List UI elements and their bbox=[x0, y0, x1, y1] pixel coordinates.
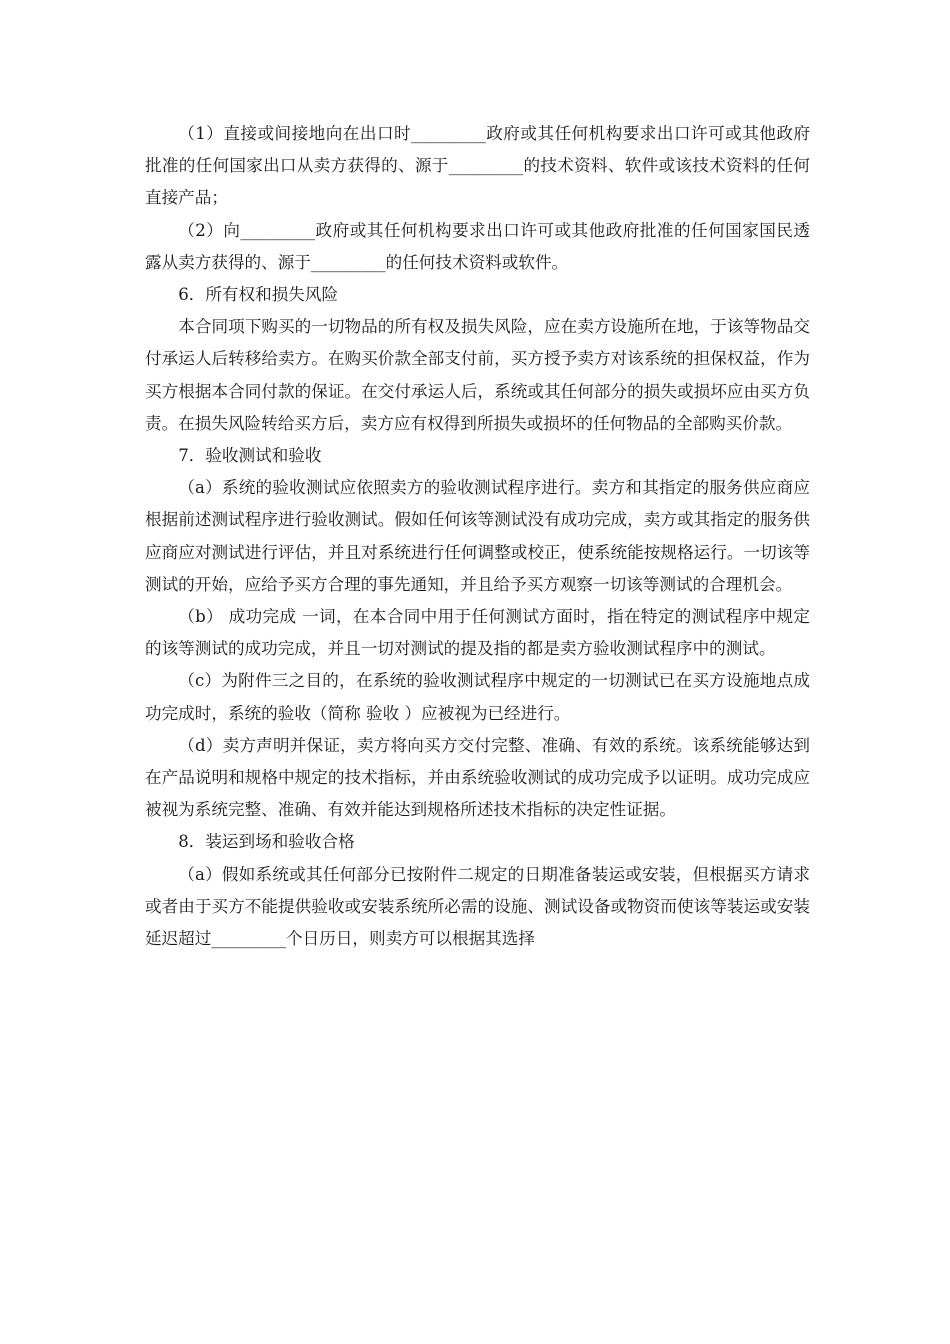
clause-shipment-a: （a）假如系统或其任何部分已按附件二规定的日期准备装运或安装，但根据买方请求或者由于买方不能提供验收或安装系统所必需的设施、测试设备或物资而使该等装运或安装延迟超过_________个日历日，则卖方可以根据其选择 bbox=[145, 864, 810, 949]
clause-export-item-1: （1）直接或间接地向在出口时_________政府或其任何机构要求出口许可或其他政府批准的任何国家出口从卖方获得的、源于_________的技术资料、软件或该技术资料的任何直接产品； bbox=[145, 124, 810, 208]
clause-export-item-2: （2）向_________政府或其任何机构要求出口许可或其他政府批准的任何国家国民透露从卖方获得的、源于_________的任何技术资料或软件。 bbox=[145, 220, 810, 272]
section-heading-6: 6．所有权和损失风险 bbox=[178, 285, 339, 305]
section-heading-7: 7．验收测试和验收 bbox=[178, 446, 322, 466]
clause-acceptance-a: （a）系统的验收测试应依照卖方的验收测试程序进行。卖方和其指定的服务供应商应根据前述测试程序进行验收测试。假如任何该等测试没有成功完成，卖方或其指定的服务供应商应对测试进行评估，并且对系统进行任何调整或校正，使系统能按规格运行。一切该等测试的开始，应给予买方合理的事先通知，并且给予买方观察一切该等测试的合理机会。 bbox=[145, 478, 810, 594]
clause-acceptance-b: （b） 成功完成 一词，在本合同中用于任何测试方面时，指在特定的测试程序中规定的该等测试的成功完成，并且一切对测试的提及指的都是卖方验收测试程序中的测试。 bbox=[145, 607, 810, 659]
clause-ownership-risk: 本合同项下购买的一切物品的所有权及损失风险，应在卖方设施所在地，于该等物品交付承运人后转移给卖方。在购买价款全部支付前，买方授予卖方对该系统的担保权益，作为买方根据本合同付款的保证。在交付承运人后，系统或其任何部分的损失或损坏应由买方负责。在损失风险转给买方后，卖方应有权得到所损失或损坏的任何物品的全部购买价款。 bbox=[145, 317, 810, 433]
clause-acceptance-d: （d）卖方声明并保证，卖方将向买方交付完整、准确、有效的系统。该系统能够达到在产品说明和规格中规定的技术指标，并由系统验收测试的成功完成予以证明。成功完成应被视为系统完整、准确、有效并能达到规格所述技术指标的决定性证据。 bbox=[145, 735, 810, 820]
section-heading-8: 8．装运到场和验收合格 bbox=[178, 832, 355, 852]
clause-acceptance-c: （c）为附件三之目的，在系统的验收测试程序中规定的一切测试已在买方设施地点成功完成时，系统的验收（简称 验收 ）应被视为已经进行。 bbox=[145, 671, 810, 723]
document-page bbox=[145, 118, 810, 955]
